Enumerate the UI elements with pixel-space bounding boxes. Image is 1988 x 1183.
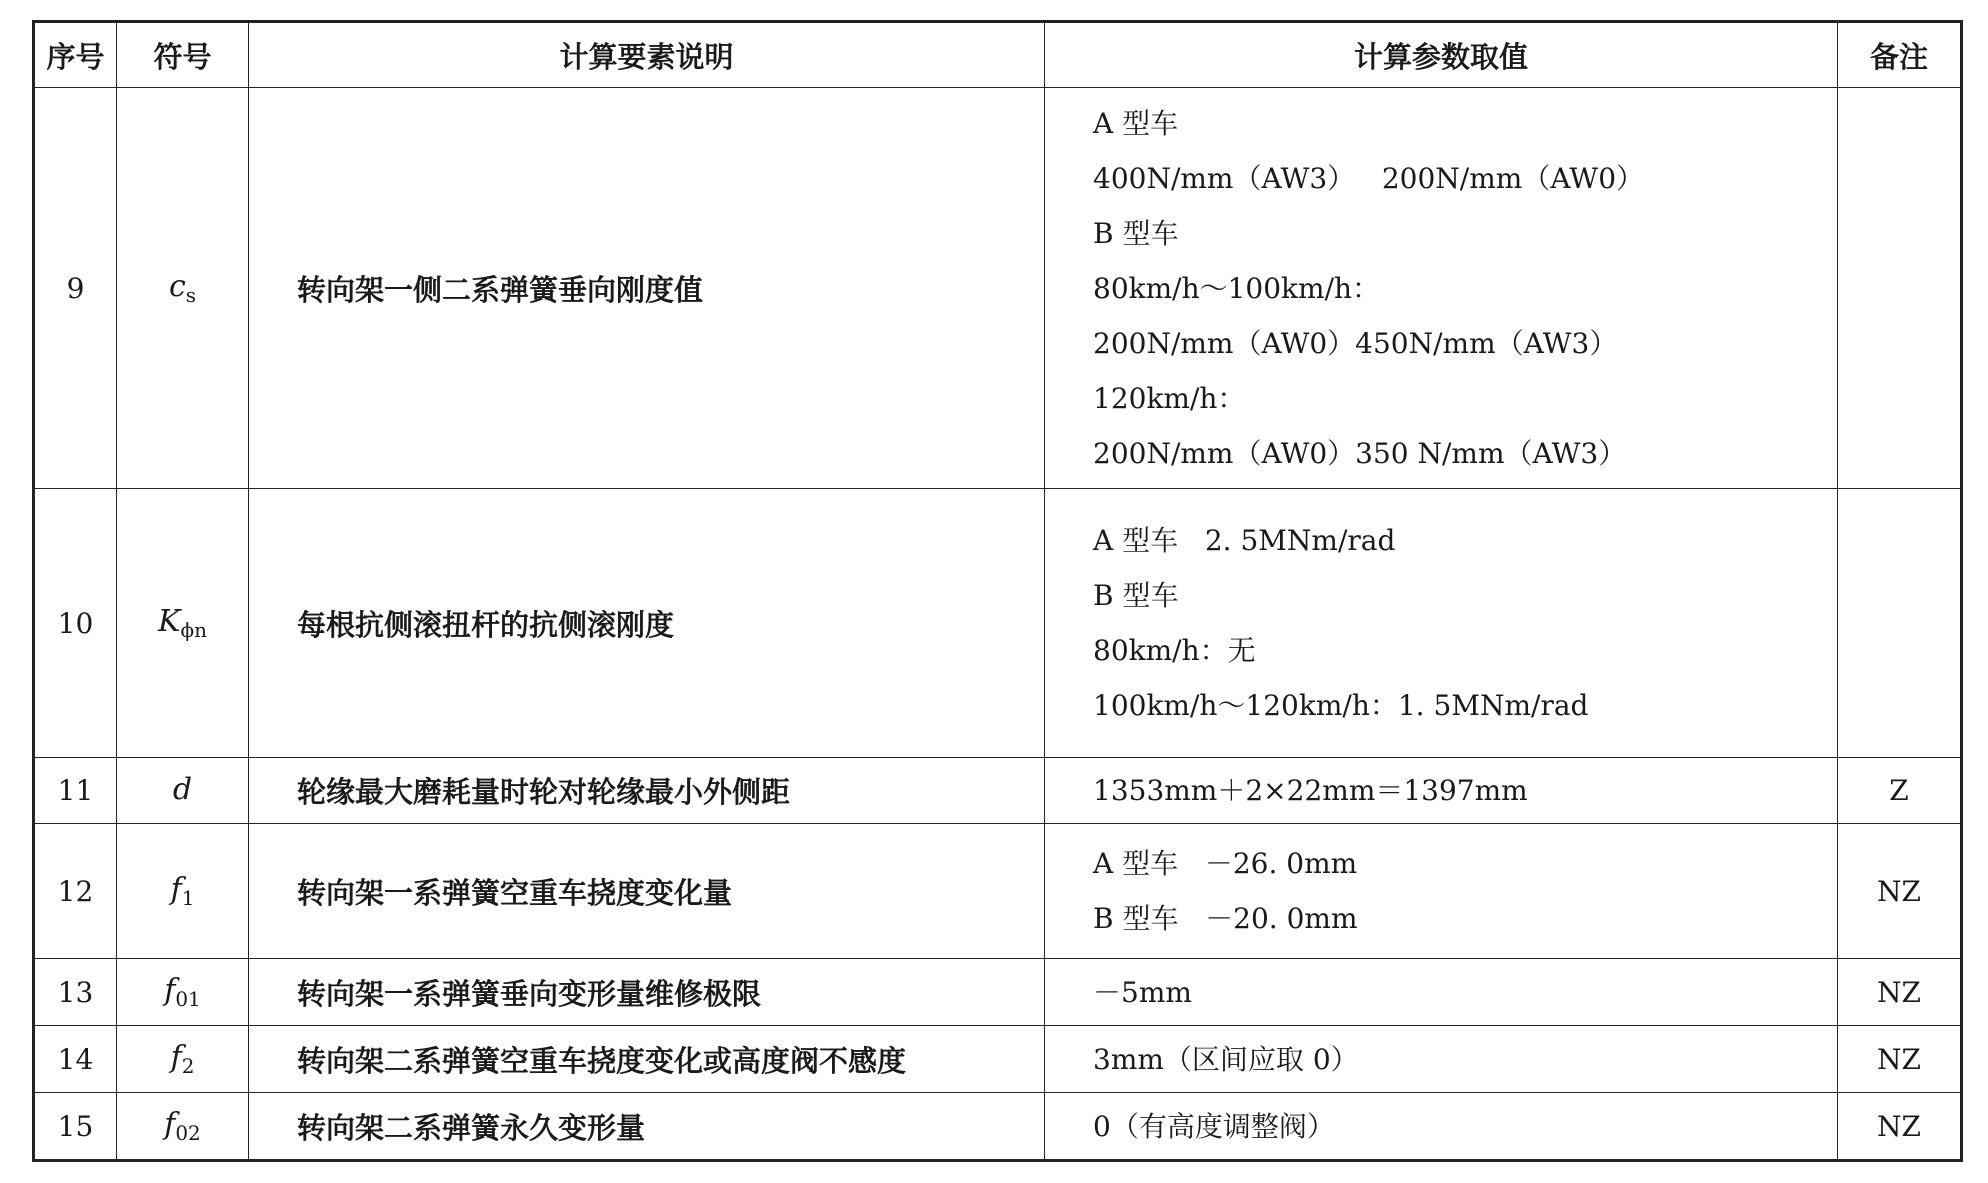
- symbol-subscript: s: [185, 283, 197, 307]
- row-note: [1838, 88, 1962, 489]
- row-index: 15: [34, 1093, 117, 1161]
- value-line: 80km/h～100km/h：: [1093, 271, 1381, 305]
- row-description: 转向架一侧二系弹簧垂向刚度值: [249, 88, 1045, 489]
- table-row: [34, 88, 1962, 489]
- row-value: [1045, 824, 1838, 959]
- row-note: [1838, 489, 1962, 758]
- row-note: NZ: [1838, 959, 1962, 1026]
- row-index: 9: [34, 88, 117, 489]
- value-line: 200N/mm（AW0）450N/mm（AW3）: [1093, 326, 1618, 360]
- parameter-table: [32, 20, 1963, 1162]
- row-index: 10: [34, 489, 117, 758]
- row-index: 12: [34, 824, 117, 959]
- row-note: NZ: [1838, 1093, 1962, 1161]
- value-line: －5mm: [1093, 975, 1192, 1009]
- row-value: [1045, 1093, 1838, 1161]
- header-symbol: 符号: [117, 22, 249, 88]
- row-description: 转向架一系弹簧空重车挠度变化量: [249, 824, 1045, 959]
- value-line: B 型车: [1093, 216, 1179, 250]
- table-header-row: [34, 22, 1962, 88]
- table-row: [34, 758, 1962, 824]
- symbol-base: K: [158, 604, 181, 639]
- row-index: 14: [34, 1026, 117, 1093]
- value-line: B 型车: [1093, 579, 1179, 612]
- row-symbol: [117, 88, 249, 489]
- value-line: A 型车 －26. 0mm: [1093, 847, 1358, 880]
- value-line: 1353mm＋2×22mm＝1397mm: [1093, 774, 1528, 807]
- table-row: [34, 1093, 1962, 1161]
- row-symbol: [117, 824, 249, 959]
- symbol-base: f: [164, 1107, 176, 1142]
- symbol-subscript: 02: [175, 1121, 201, 1145]
- row-note: NZ: [1838, 1026, 1962, 1093]
- row-value: [1045, 959, 1838, 1026]
- table-row: [34, 1026, 1962, 1093]
- symbol-base: f: [164, 973, 176, 1008]
- value-line: A 型车: [1093, 106, 1179, 140]
- row-value: [1045, 88, 1838, 489]
- table-row: [34, 959, 1962, 1026]
- symbol-subscript: 01: [175, 987, 201, 1011]
- row-index: 13: [34, 959, 117, 1026]
- row-note: Z: [1838, 758, 1962, 824]
- row-value: [1045, 758, 1838, 824]
- row-description: 转向架二系弹簧永久变形量: [249, 1093, 1045, 1161]
- value-line: 100km/h～120km/h：1. 5MNm/rad: [1093, 689, 1589, 722]
- row-symbol: [117, 758, 249, 824]
- row-value: [1045, 489, 1838, 758]
- header-note: 备注: [1838, 22, 1962, 88]
- value-line: B 型车 －20. 0mm: [1093, 902, 1358, 935]
- symbol-base: c: [168, 269, 186, 304]
- row-symbol: [117, 959, 249, 1026]
- value-line: A 型车 2. 5MNm/rad: [1093, 524, 1396, 557]
- value-line: 400N/mm（AW3） 200N/mm（AW0）: [1093, 161, 1645, 195]
- table-row: [34, 824, 1962, 959]
- row-note: NZ: [1838, 824, 1962, 959]
- value-line: 80km/h：无: [1093, 634, 1256, 667]
- symbol-base: f: [170, 1040, 182, 1075]
- row-value: [1045, 1026, 1838, 1093]
- row-description: 每根抗侧滚扭杆的抗侧滚刚度: [249, 489, 1045, 758]
- row-symbol: [117, 489, 249, 758]
- symbol-subscript: 2: [181, 1054, 195, 1078]
- header-description: 计算要素说明: [249, 22, 1045, 88]
- value-line: 0（有高度调整阀）: [1093, 1109, 1335, 1143]
- value-line: 3mm（区间应取 0）: [1093, 1042, 1359, 1076]
- symbol-subscript: 1: [181, 886, 195, 910]
- document-page: [32, 20, 1960, 1162]
- row-description: 转向架一系弹簧垂向变形量维修极限: [249, 959, 1045, 1026]
- symbol-base: f: [170, 872, 182, 907]
- row-symbol: [117, 1026, 249, 1093]
- header-index: 序号: [34, 22, 117, 88]
- symbol-subscript: ϕn: [180, 618, 207, 642]
- row-index: 11: [34, 758, 117, 824]
- row-description: 轮缘最大磨耗量时轮对轮缘最小外侧距: [249, 758, 1045, 824]
- row-symbol: [117, 1093, 249, 1161]
- value-line: 200N/mm（AW0）350 N/mm（AW3）: [1093, 436, 1627, 470]
- symbol-base: d: [172, 771, 193, 807]
- row-description: 转向架二系弹簧空重车挠度变化或高度阀不感度: [249, 1026, 1045, 1093]
- value-line: 120km/h：: [1093, 381, 1246, 415]
- table-row: [34, 489, 1962, 758]
- header-value: 计算参数取值: [1045, 22, 1838, 88]
